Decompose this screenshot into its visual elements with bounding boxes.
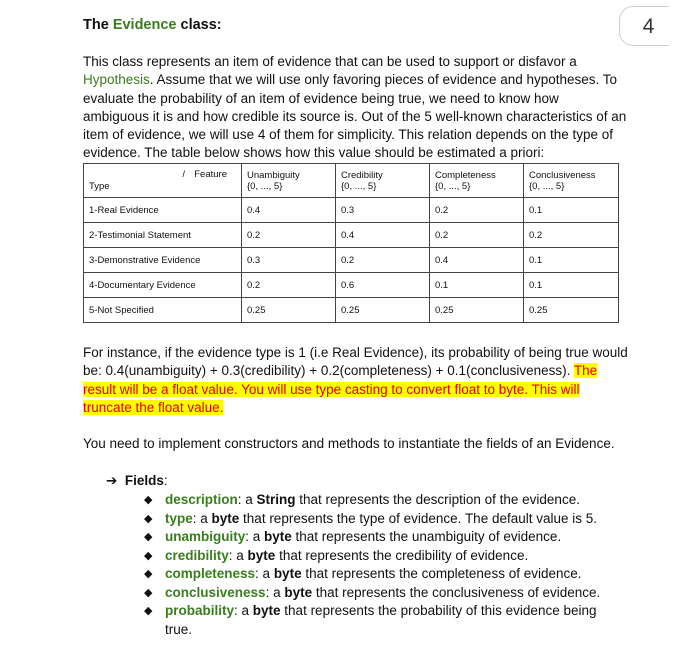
field-name: type bbox=[165, 510, 193, 526]
column-range: {0, ..., 5} bbox=[247, 180, 283, 192]
value-cell: 0.2 bbox=[242, 273, 336, 298]
value-cell: 0.25 bbox=[524, 298, 619, 323]
column-name: Conclusiveness bbox=[529, 169, 596, 181]
field-sep: : a bbox=[245, 529, 265, 544]
field-desc: that represents the completeness of evidence. bbox=[301, 566, 582, 581]
field-sep: : a bbox=[255, 566, 274, 581]
diamond-bullet-icon: ◆ bbox=[144, 549, 153, 562]
highlighted-note: The result will be a float value. You will use type casting to convert float to byte. This will truncate the float value. bbox=[83, 363, 598, 415]
evidence-table bbox=[83, 163, 619, 323]
diamond-bullet-icon: ◆ bbox=[144, 494, 153, 506]
column-header bbox=[430, 164, 524, 198]
table-corner-cell bbox=[84, 164, 242, 198]
list-item bbox=[144, 491, 614, 510]
field-desc: that represents the probability of this evidence being true. bbox=[165, 603, 597, 637]
diamond-bullet-icon: ◆ bbox=[144, 605, 153, 617]
column-header bbox=[242, 164, 336, 198]
field-type: byte bbox=[264, 529, 292, 544]
column-name: Unambiguity bbox=[247, 169, 300, 181]
field-sep: : a bbox=[228, 547, 248, 563]
type-cell: 3-Demonstrative Evidence bbox=[84, 248, 242, 273]
table-row bbox=[84, 298, 619, 323]
type-cell: 2-Testimonial Statement bbox=[84, 223, 242, 248]
heading-suffix: class: bbox=[176, 17, 222, 33]
implement-paragraph: You need to implement constructors and methods to instantiate the fields of an Evidence. bbox=[83, 436, 615, 451]
value-cell: 0.25 bbox=[430, 298, 524, 323]
table-row bbox=[84, 248, 619, 273]
intro-paragraph bbox=[83, 53, 628, 163]
heading-prefix: The bbox=[83, 17, 113, 33]
diamond-bullet-icon: ◆ bbox=[144, 512, 153, 525]
type-cell: 5-Not Specified bbox=[84, 298, 242, 323]
column-header bbox=[336, 164, 430, 198]
column-range: {0, ..., 5} bbox=[341, 180, 377, 192]
field-sep: : a bbox=[237, 492, 257, 507]
field-desc: that represents the credibility of evidence. bbox=[275, 547, 529, 563]
fields-colon: : bbox=[163, 473, 168, 488]
list-item bbox=[144, 528, 614, 547]
column-range: {0, ..., 5} bbox=[529, 180, 565, 192]
table-row bbox=[84, 223, 619, 248]
table-header-row bbox=[84, 164, 619, 198]
table-row bbox=[84, 273, 619, 298]
type-cell: 4-Documentary Evidence bbox=[84, 273, 242, 298]
field-name: unambiguity bbox=[165, 529, 246, 544]
page-number: 4 bbox=[619, 6, 669, 46]
list-item bbox=[144, 602, 614, 639]
column-name: Completeness bbox=[435, 169, 496, 181]
field-type: byte bbox=[211, 510, 240, 526]
field-type: byte bbox=[284, 584, 313, 600]
field-name: completeness bbox=[165, 566, 256, 581]
type-cell: 1-Real Evidence bbox=[84, 198, 242, 223]
field-name: credibility bbox=[165, 547, 229, 563]
diamond-bullet-icon: ◆ bbox=[144, 568, 153, 580]
diamond-bullet-icon: ◆ bbox=[144, 531, 153, 543]
arrow-icon: ➔ bbox=[106, 473, 118, 488]
hypothesis-link[interactable]: Hypothesis bbox=[83, 72, 150, 88]
value-cell: 0.4 bbox=[336, 223, 430, 248]
heading-class-name: Evidence bbox=[112, 17, 177, 33]
value-cell: 0.6 bbox=[336, 273, 430, 298]
intro-text-2: . Assume that we will use only favoring pieces of evidence and hypotheses. To evaluate the probability of an item of evidence being true, we need to know how ambiguous it is and how credible its source is. Out of the 5 well-known characteristics of an item of evidence, we will use 4 of them for simplicity. This relation depends on the type of evidence. The table below shows how this value should be estimated a priori: bbox=[83, 72, 627, 161]
fields-heading bbox=[106, 473, 168, 489]
field-type: byte bbox=[273, 566, 302, 581]
list-item bbox=[144, 565, 614, 584]
value-cell: 0.1 bbox=[430, 273, 524, 298]
field-type: byte bbox=[247, 547, 276, 563]
value-cell: 0.1 bbox=[524, 273, 619, 298]
value-cell: 0.2 bbox=[430, 223, 524, 248]
column-header bbox=[524, 164, 619, 198]
field-name: description bbox=[165, 492, 238, 507]
corner-type-label: Type bbox=[89, 181, 110, 192]
corner-feature-label: Feature bbox=[194, 169, 227, 180]
value-cell: 0.25 bbox=[336, 298, 430, 323]
table-row bbox=[84, 198, 619, 223]
field-sep: : a bbox=[234, 603, 253, 618]
value-cell: 0.3 bbox=[242, 248, 336, 273]
value-cell: 0.1 bbox=[524, 248, 619, 273]
corner-divider: / bbox=[182, 169, 185, 180]
value-cell: 0.2 bbox=[430, 198, 524, 223]
field-name: conclusiveness bbox=[165, 584, 266, 600]
column-name: Credibility bbox=[341, 169, 383, 181]
field-sep: : a bbox=[192, 510, 212, 526]
list-item bbox=[144, 547, 614, 566]
list-item bbox=[144, 584, 614, 603]
value-cell: 0.2 bbox=[242, 223, 336, 248]
value-cell: 0.2 bbox=[524, 223, 619, 248]
value-cell: 0.4 bbox=[242, 198, 336, 223]
field-desc: that represents the unambiguity of evidence. bbox=[291, 529, 562, 544]
fields-list bbox=[144, 491, 614, 639]
field-sep: : a bbox=[265, 584, 285, 600]
section-heading bbox=[83, 17, 222, 33]
value-cell: 0.25 bbox=[242, 298, 336, 323]
list-item bbox=[144, 510, 614, 529]
field-type: byte bbox=[252, 603, 281, 618]
column-range: {0, ..., 5} bbox=[435, 180, 471, 192]
field-name: probability bbox=[165, 603, 235, 618]
example-paragraph bbox=[83, 344, 628, 417]
intro-text-1: This class represents an item of evidence that can be used to support or disfavor a bbox=[83, 54, 577, 69]
value-cell: 0.2 bbox=[336, 248, 430, 273]
value-cell: 0.4 bbox=[430, 248, 524, 273]
field-desc: that represents the conclusiveness of evidence. bbox=[312, 584, 601, 600]
example-text: For instance, if the evidence type is 1 (i.e Real Evidence), its probability of being true would be: 0.4(unambiguity) + 0.3(credibility) + 0.2(completeness) + 0.1(conclusiveness). bbox=[83, 345, 628, 379]
field-desc: that represents the type of evidence. The default value is 5. bbox=[239, 510, 598, 526]
fields-label: Fields bbox=[124, 473, 164, 488]
value-cell: 0.3 bbox=[336, 198, 430, 223]
value-cell: 0.1 bbox=[524, 198, 619, 223]
diamond-bullet-icon: ◆ bbox=[144, 586, 153, 599]
field-desc: that represents the description of the evidence. bbox=[295, 492, 580, 507]
field-type: String bbox=[256, 492, 296, 507]
